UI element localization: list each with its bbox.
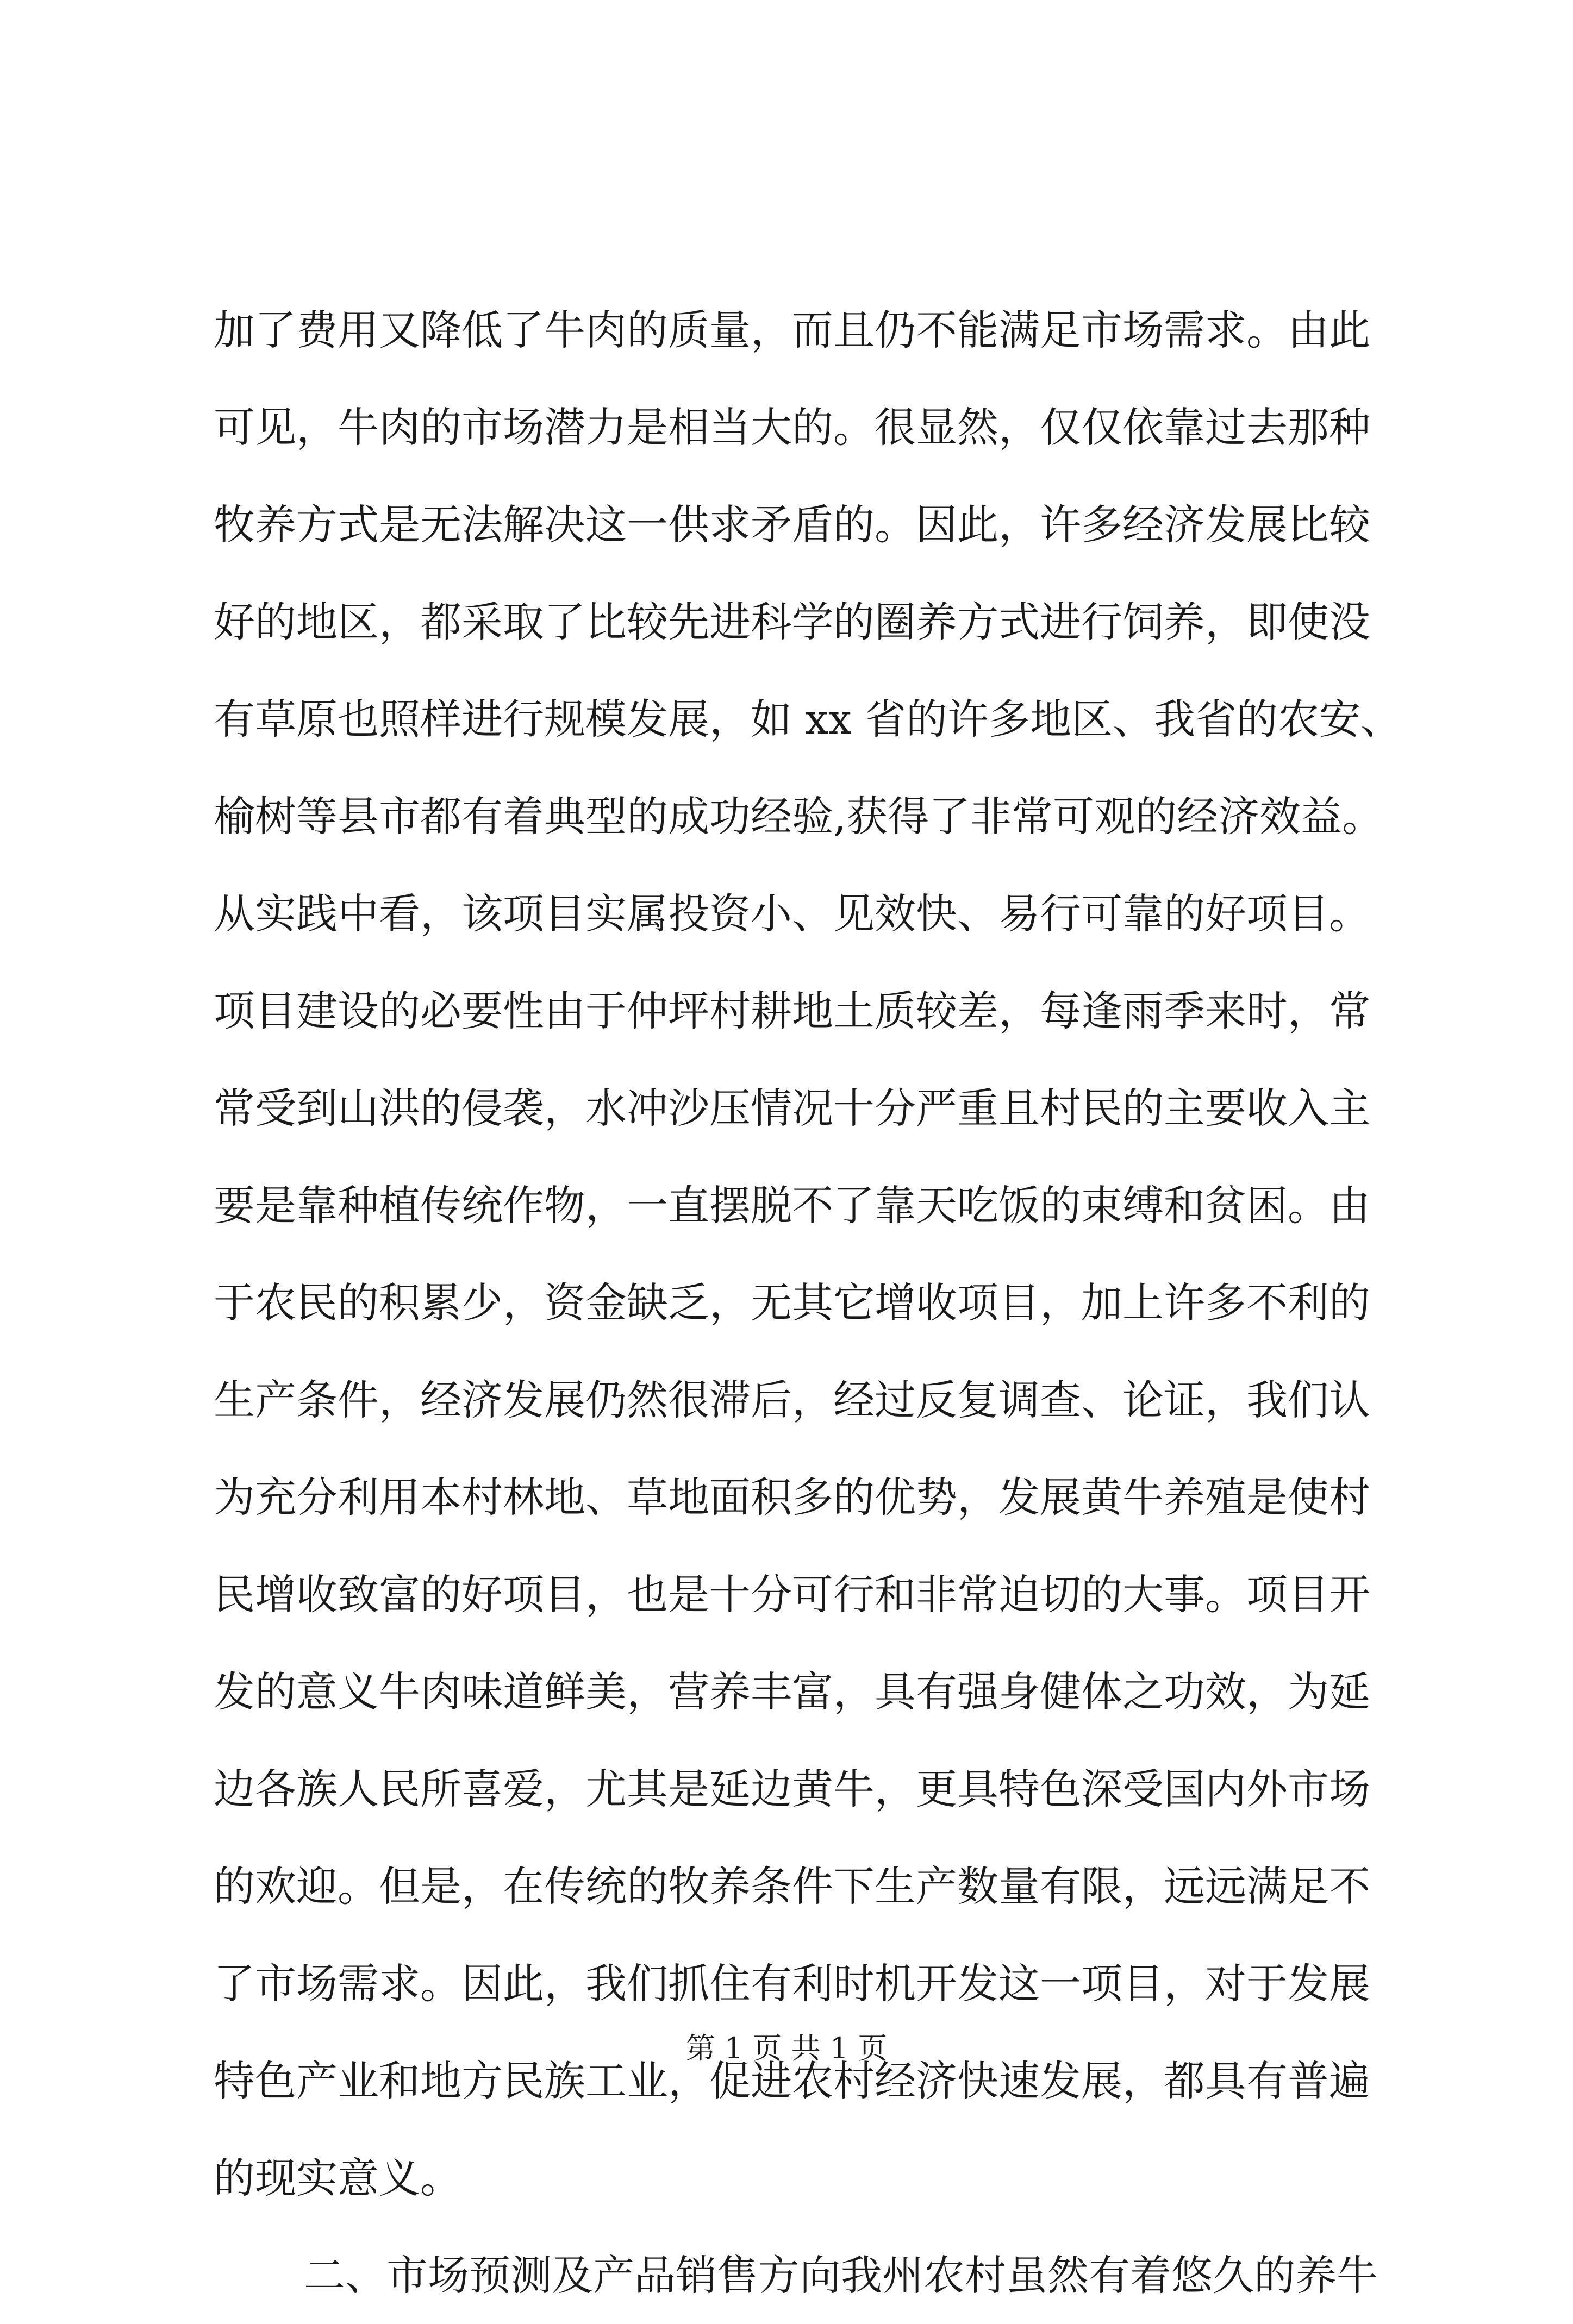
paragraph-end-line: 的现实意义。 — [214, 2154, 461, 2202]
text-line: 常受到山洪的侵袭，水冲沙压情况十分严重且村民的主要收入主 — [214, 1084, 1370, 1132]
text-line: 了市场需求。因此，我们抓住有利时机开发这一项目，对于发展 — [214, 1959, 1370, 2008]
text-line: 好的地区，都采取了比较先进科学的圈养方式进行饲养，即使没 — [214, 598, 1370, 646]
text-line: 发的意义牛肉味道鲜美，营养丰富，具有强身健体之功效，为延 — [214, 1668, 1370, 1716]
text-line: 有草原也照样进行规模发展，如 xx 省的许多地区、我省的农安、 — [214, 695, 1402, 743]
page-footer: 第 1 页 共 1 页 — [685, 2031, 888, 2065]
text-line: 要是靠种植传统作物，一直摆脱不了靠天吃饭的束缚和贫困。由 — [214, 1181, 1370, 1230]
document-body — [214, 281, 1402, 2324]
text-line: 特色产业和地方民族工业，促进农村经济快速发展，都具有普遍 — [214, 2057, 1370, 2105]
text-line: 可见，牛肉的市场潜力是相当大的。很显然，仅仅依靠过去那种 — [214, 403, 1370, 452]
text-line: 民增收致富的好项目，也是十分可行和非常迫切的大事。项目开 — [214, 1570, 1370, 1619]
text-line: 项目建设的必要性由于仲坪村耕地土质较差，每逢雨季来时，常 — [214, 987, 1370, 1035]
text-line: 榆树等县市都有着典型的成功经验,获得了非常可观的经济效益。 — [214, 792, 1384, 841]
section-heading-line: 二、市场预测及产品销售方向我州农村虽然有着悠久的养牛 — [304, 2251, 1378, 2300]
text-line: 从实践中看，该项目实属投资小、见效快、易行可靠的好项目。 — [214, 889, 1370, 938]
text-line: 于农民的积累少，资金缺乏，无其它增收项目，加上许多不利的 — [214, 1279, 1370, 1327]
text-line: 加了费用又降低了牛肉的质量，而且仍不能满足市场需求。由此 — [214, 306, 1370, 354]
text-line: 牧养方式是无法解决这一供求矛盾的。因此，许多经济发展比较 — [214, 500, 1370, 549]
text-line: 的欢迎。但是，在传统的牧养条件下生产数量有限，远远满足不 — [214, 1862, 1370, 1910]
text-line: 边各族人民所喜爱，尤其是延边黄牛，更具特色深受国内外市场 — [214, 1765, 1370, 1813]
text-line: 为充分利用本村林地、草地面积多的优势，发展黄牛养殖是使村 — [214, 1473, 1370, 1521]
text-line: 生产条件，经济发展仍然很滞后，经过反复调查、论证，我们认 — [214, 1376, 1370, 1424]
